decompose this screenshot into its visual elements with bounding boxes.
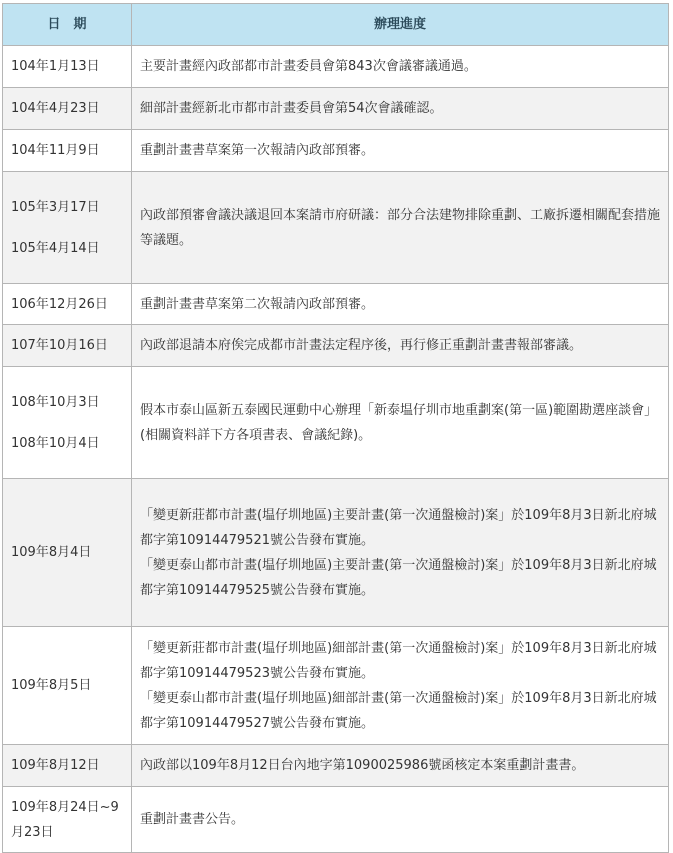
date-text: 106年12月26日 <box>11 296 108 312</box>
progress-text: 假本市泰山區新五泰國民運動中心辦理「新泰塭仔圳市地重劃案(第一區)範圍勘選座談會」(相關資料詳下方各項書表、會議紀錄)。 <box>140 402 658 443</box>
progress-column-header: 辦理進度 <box>132 4 669 46</box>
progress-cell <box>132 745 669 787</box>
date-cell <box>3 627 132 745</box>
date-cell <box>3 46 132 88</box>
progress-cell <box>132 627 669 745</box>
table-row <box>3 172 669 284</box>
progress-text: 重劃計畫書草案第一次報請內政部預審。 <box>140 143 375 158</box>
progress-text: 「變更泰山都市計畫(塭仔圳地區)主要計畫(第一次通盤檢討)案」於109年8月3日新北府城都字第10914479525號公告發布實施。 <box>140 557 657 598</box>
progress-text: 重劃計畫書公告。 <box>140 812 245 827</box>
table-row <box>3 627 669 745</box>
progress-text: 內政部退請本府俟完成都市計畫法定程序後，再行修正重劃計畫書報部審議。 <box>140 338 583 353</box>
date-text: 108年10月4日 <box>11 435 100 451</box>
date-text: 104年1月13日 <box>11 59 100 74</box>
progress-cell <box>132 787 669 853</box>
date-cell <box>3 130 132 172</box>
table-header-row <box>3 4 669 46</box>
progress-text: 內政部以109年8月12日台內地字第1090025986號函核定本案重劃計畫書。 <box>140 758 585 773</box>
progress-cell <box>132 46 669 88</box>
progress-cell <box>132 284 669 325</box>
progress-text: 「變更新莊都市計畫(塭仔圳地區)細部計畫(第一次通盤檢討)案」於109年8月3日新北府城都字第10914479523號公告發布實施。 <box>140 640 657 681</box>
table-row <box>3 284 669 325</box>
date-text: 104年4月23日 <box>11 101 100 116</box>
table-row <box>3 745 669 787</box>
progress-text: 重劃計畫書草案第二次報請內政部預審。 <box>140 296 375 312</box>
date-cell <box>3 367 132 479</box>
progress-text: 主要計畫經內政部都市計畫委員會第843次會議審議通過。 <box>140 59 477 74</box>
date-text: 109年8月4日 <box>11 545 92 560</box>
progress-cell <box>132 88 669 130</box>
date-cell <box>3 479 132 627</box>
progress-cell <box>132 130 669 172</box>
date-text: 109年8月24日~9月23日 <box>11 799 119 840</box>
progress-text: 「變更泰山都市計畫(塭仔圳地區)細部計畫(第一次通盤檢討)案」於109年8月3日新北府城都字第10914479527號公告發布實施。 <box>140 690 657 731</box>
date-cell <box>3 745 132 787</box>
progress-text: 內政部預審會議決議退回本案請市府研議：部分合法建物排除重劃、工廠拆遷相關配套措施等議題。 <box>140 207 661 248</box>
date-text: 109年8月12日 <box>11 758 100 773</box>
progress-table <box>2 3 669 853</box>
progress-text: 「變更新莊都市計畫(塭仔圳地區)主要計畫(第一次通盤檢討)案」於109年8月3日新北府城都字第10914479521號公告發布實施。 <box>140 507 657 548</box>
date-text: 107年10月16日 <box>11 338 108 353</box>
date-column-header: 日 期 <box>3 4 132 46</box>
table-row <box>3 325 669 367</box>
progress-cell <box>132 479 669 627</box>
progress-cell <box>132 172 669 284</box>
date-cell <box>3 787 132 853</box>
progress-cell <box>132 367 669 479</box>
table-row <box>3 130 669 172</box>
date-text: 109年8月5日 <box>11 678 92 693</box>
date-cell <box>3 172 132 284</box>
date-text: 104年11月9日 <box>11 143 100 158</box>
table-row <box>3 367 669 479</box>
table-row <box>3 479 669 627</box>
progress-text: 細部計畫經新北市都市計畫委員會第54次會議確認。 <box>140 101 443 116</box>
date-cell <box>3 88 132 130</box>
progress-cell <box>132 325 669 367</box>
table-row <box>3 46 669 88</box>
table-row <box>3 88 669 130</box>
date-text: 105年3月17日 <box>11 199 100 215</box>
date-text: 108年10月3日 <box>11 394 100 410</box>
table-row <box>3 787 669 853</box>
date-cell <box>3 284 132 325</box>
date-text: 105年4月14日 <box>11 240 100 256</box>
date-cell <box>3 325 132 367</box>
